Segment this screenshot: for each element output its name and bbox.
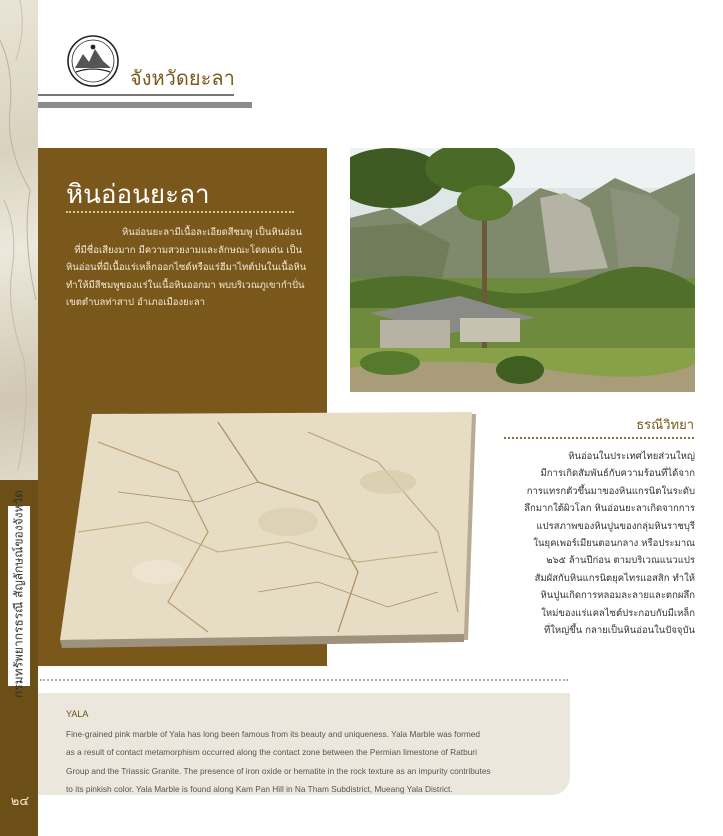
geology-line: ๒๖๕ ล้านปีก่อน ตามบริเวณแนวแปร [546, 555, 695, 567]
marble-slab-image [58, 412, 486, 656]
geology-line: ในยุคเพอร์เมียนตอนกลาง หรือประมาณ [533, 538, 695, 550]
vertical-book-title: กรมทรัพยากรธรณี สัญลักษณ์ของจังหวัด [11, 490, 26, 698]
panel-line: ที่มีชื่อเสียงมาก มีความสวยงามและลักษณะโดดเด่น เป็น [74, 244, 302, 256]
geology-dotted-rule [504, 437, 694, 439]
geology-description [497, 448, 695, 639]
english-summary [66, 725, 556, 799]
panel-line: ทำให้มีสีชมพูของแร่ในเนื้อหินออกมา พบบริเวณภูเขากำปั่น [66, 279, 305, 291]
english-line: to its pinkish color. Yala Marble is found along Kam Pan Hill in Na Tham Subdistrict, Mueang Yala District. [66, 784, 453, 795]
english-line: Group and the Triassic Granite. The presence of iron oxide or hematite in the rock texture as an impurity contributes [66, 765, 491, 776]
panel-title: หินอ่อนยะลา [66, 180, 210, 210]
marble-vein-decoration [0, 0, 38, 480]
geology-line: หินอ่อนในประเทศไทยส่วนใหญ่ [568, 451, 695, 462]
page-number: ๒๔ [10, 794, 30, 809]
geology-line: ลึกมากใต้ผิวโลก หินอ่อนยะลาเกิดจากการ [524, 503, 695, 515]
province-seal-icon [66, 34, 120, 88]
geology-line: ใหม่ของแร่แคลไซต์ประกอบกับมีเหล็ก [541, 607, 695, 619]
geology-title: ธรณีวิทยา [636, 418, 694, 433]
panel-line: หินอ่อนยะลามีเนื้อละเอียดสีชมพู เป็นหินอ่อน [121, 227, 302, 238]
panel-description [66, 224, 307, 312]
geology-line: ที่ใหญ่ขึ้น กลายเป็นหินอ่อนในปัจจุบัน [544, 625, 695, 637]
english-title: YALA [66, 709, 89, 719]
english-line: as a result of contact metamorphism occurred along the contact zone between the Permian limestone of Ratburi [66, 747, 477, 758]
panel-dotted-rule [66, 211, 294, 213]
province-name: จังหวัดยะลา [130, 66, 235, 90]
geology-line: การแทรกตัวขึ้นมาของหินแกรนิตในระดับ [526, 485, 695, 497]
geology-line: แปรสภาพของหินปูนของกลุ่มหินราชบุรี [536, 520, 695, 532]
english-line: Fine-grained pink marble of Yala has long been famous from its beauty and uniqueness. Yala Marble was formed [66, 729, 481, 739]
panel-line: เขตตำบลท่าสาป อำเภอเมืองยะลา [66, 297, 205, 309]
landscape-photo [350, 148, 695, 392]
header-divider [38, 94, 234, 96]
geology-line: หินปูนเกิดการหลอมละลายและตกผลึก [540, 590, 695, 602]
panel-line: หินอ่อนที่มีเนื้อแร่เหล็กออกไซด์หรือแร่ฮีมาไทต์ปนในเนื้อหิน [66, 262, 307, 274]
header-divider-thick [38, 102, 252, 108]
section-dotted-separator [40, 679, 568, 681]
geology-line: มีการเกิดสัมพันธ์กับความร้อนที่ได้จาก [540, 468, 695, 480]
geology-line: สัมผัสกับหินแกรนิตยุคไทรแอสสิก ทำให้ [534, 572, 695, 584]
